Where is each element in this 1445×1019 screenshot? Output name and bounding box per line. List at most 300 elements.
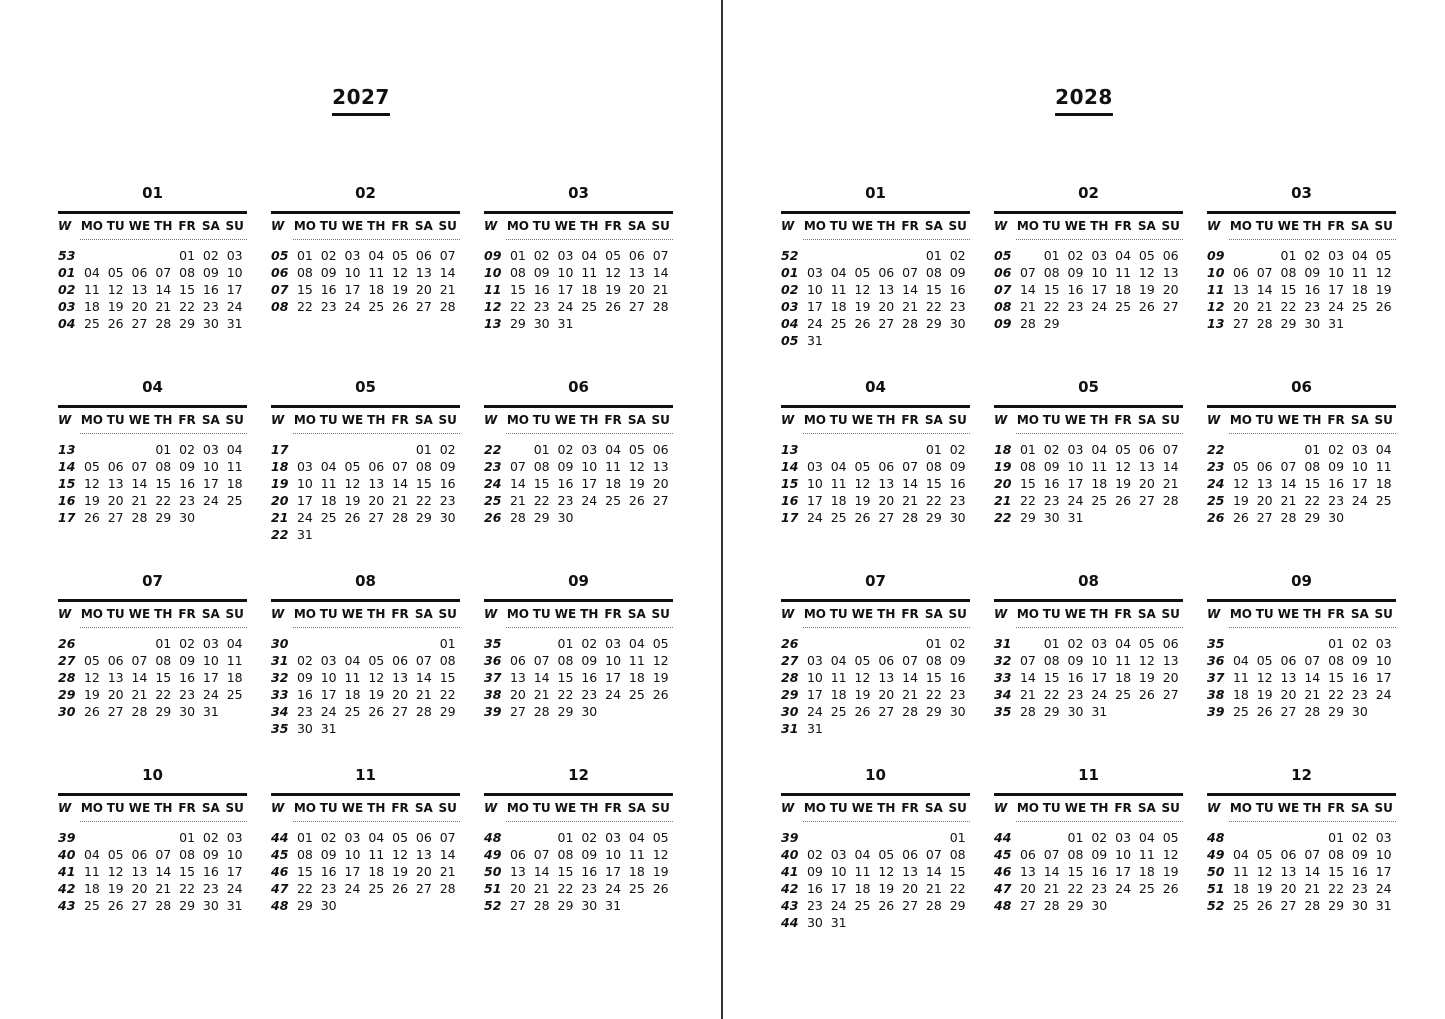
weekday-label: MO bbox=[80, 219, 103, 233]
day-cell: 03 bbox=[806, 265, 823, 280]
day-cell: 12 bbox=[1162, 847, 1179, 862]
day-cell: 24 bbox=[1091, 687, 1108, 702]
week-number: 39 bbox=[1207, 704, 1225, 719]
day-cell: 22 bbox=[925, 493, 942, 508]
day-cell: 05 bbox=[1138, 248, 1155, 263]
week-column-header: W bbox=[781, 607, 795, 621]
week-column-header: W bbox=[271, 219, 285, 233]
day-cell: 11 bbox=[628, 847, 645, 862]
day-cell: 25 bbox=[83, 316, 100, 331]
day-cell: 22 bbox=[415, 493, 432, 508]
day-cell: 28 bbox=[652, 299, 669, 314]
weekday-label: SU bbox=[1374, 219, 1393, 233]
month-block bbox=[781, 377, 970, 526]
day-cell: 24 bbox=[1375, 881, 1392, 896]
day-cell: 18 bbox=[226, 476, 243, 491]
day-cell: 19 bbox=[344, 493, 361, 508]
day-cell: 02 bbox=[1304, 248, 1321, 263]
day-cell: 03 bbox=[320, 653, 337, 668]
day-cell: 11 bbox=[1115, 653, 1132, 668]
day-cell bbox=[412, 720, 436, 737]
day-cell bbox=[151, 247, 175, 264]
week-number: 42 bbox=[58, 881, 76, 896]
day-cell bbox=[827, 829, 851, 846]
day-cell: 04 bbox=[83, 847, 100, 862]
day-cell: 16 bbox=[1067, 670, 1084, 685]
day-cell: 15 bbox=[1043, 282, 1060, 297]
weekday-label: TH bbox=[154, 801, 173, 815]
day-cell: 02 bbox=[179, 442, 196, 457]
day-cell: 14 bbox=[1019, 282, 1036, 297]
day-cell bbox=[1135, 315, 1159, 332]
weekday-label: TH bbox=[580, 801, 599, 815]
day-cell bbox=[1159, 897, 1183, 914]
weekday-label: SA bbox=[1137, 413, 1156, 427]
day-cell: 02 bbox=[1351, 636, 1368, 651]
week-row bbox=[781, 332, 970, 349]
weekday-header bbox=[484, 793, 673, 820]
day-cell: 10 bbox=[557, 265, 574, 280]
weekday-label: TH bbox=[1090, 607, 1109, 621]
weekday-label: TH bbox=[877, 801, 896, 815]
weekday-label: MO bbox=[506, 607, 529, 621]
day-cell bbox=[601, 509, 625, 526]
day-cell: 08 bbox=[557, 847, 574, 862]
weekday-label: SU bbox=[948, 413, 967, 427]
day-cell: 09 bbox=[1328, 459, 1345, 474]
day-cell: 12 bbox=[392, 847, 409, 862]
day-cell: 10 bbox=[1351, 459, 1368, 474]
day-cell: 31 bbox=[830, 915, 847, 930]
day-cell bbox=[625, 509, 649, 526]
day-cell: 03 bbox=[830, 847, 847, 862]
day-cell: 03 bbox=[1375, 636, 1392, 651]
day-cell bbox=[530, 829, 554, 846]
day-cell bbox=[851, 441, 875, 458]
day-cell: 13 bbox=[1280, 864, 1297, 879]
day-cell: 02 bbox=[557, 442, 574, 457]
day-cell: 24 bbox=[1351, 493, 1368, 508]
week-number: 10 bbox=[1207, 265, 1225, 280]
week-rows bbox=[271, 635, 460, 737]
day-cell: 17 bbox=[1091, 670, 1108, 685]
day-cell: 09 bbox=[179, 459, 196, 474]
day-cell: 03 bbox=[605, 636, 622, 651]
week-rows bbox=[781, 441, 970, 526]
day-cell: 30 bbox=[439, 510, 456, 525]
day-cell: 20 bbox=[878, 299, 895, 314]
month-number: 02 bbox=[1078, 184, 1099, 202]
day-cell bbox=[364, 720, 388, 737]
day-cell: 27 bbox=[902, 898, 919, 913]
day-cell: 07 bbox=[392, 459, 409, 474]
day-cell bbox=[1372, 509, 1396, 526]
day-cell: 19 bbox=[392, 864, 409, 879]
day-cell: 19 bbox=[1232, 493, 1249, 508]
week-rows bbox=[781, 635, 970, 737]
week-column-header: W bbox=[271, 801, 285, 815]
day-cell: 16 bbox=[1043, 476, 1060, 491]
day-cell bbox=[898, 829, 922, 846]
day-cell bbox=[922, 332, 946, 349]
day-cell: 08 bbox=[1043, 653, 1060, 668]
day-cell: 05 bbox=[652, 636, 669, 651]
week-row bbox=[271, 247, 460, 264]
day-cell: 13 bbox=[1162, 265, 1179, 280]
day-cell: 13 bbox=[1232, 282, 1249, 297]
day-cell: 26 bbox=[854, 316, 871, 331]
day-cell: 25 bbox=[581, 299, 598, 314]
weekday-header bbox=[58, 211, 247, 238]
day-cell: 18 bbox=[1138, 864, 1155, 879]
day-cell bbox=[1277, 441, 1301, 458]
week-row bbox=[781, 281, 970, 298]
day-cell bbox=[1372, 315, 1396, 332]
day-cell: 26 bbox=[1138, 299, 1155, 314]
weekday-label: SA bbox=[1137, 607, 1156, 621]
day-cell: 14 bbox=[533, 670, 550, 685]
day-cell: 20 bbox=[1162, 670, 1179, 685]
day-cell: 19 bbox=[392, 282, 409, 297]
day-cell: 16 bbox=[1304, 282, 1321, 297]
day-cell: 04 bbox=[854, 847, 871, 862]
weekday-label: SU bbox=[1161, 219, 1180, 233]
day-cell: 09 bbox=[439, 459, 456, 474]
day-cell: 08 bbox=[155, 459, 172, 474]
day-cell: 24 bbox=[605, 881, 622, 896]
day-cell: 10 bbox=[1091, 265, 1108, 280]
day-cell: 07 bbox=[415, 653, 432, 668]
day-cell: 18 bbox=[628, 864, 645, 879]
week-row bbox=[1207, 509, 1396, 526]
day-cell: 25 bbox=[830, 704, 847, 719]
day-cell: 08 bbox=[1043, 265, 1060, 280]
day-cell bbox=[1253, 635, 1277, 652]
day-cell: 01 bbox=[1328, 830, 1345, 845]
day-cell bbox=[104, 247, 128, 264]
weekday-label: MO bbox=[506, 801, 529, 815]
day-cell: 21 bbox=[1280, 493, 1297, 508]
day-cell: 26 bbox=[107, 316, 124, 331]
day-cell: 07 bbox=[1256, 265, 1273, 280]
week-number: 02 bbox=[58, 282, 76, 297]
day-cell bbox=[946, 914, 970, 931]
week-number: 17 bbox=[58, 510, 76, 525]
weekday-header bbox=[271, 211, 460, 238]
weekday-label: FR bbox=[604, 607, 622, 621]
month-block bbox=[781, 765, 970, 931]
week-column-header: W bbox=[58, 801, 72, 815]
day-cell: 02 bbox=[533, 248, 550, 263]
weekday-label: FR bbox=[1327, 801, 1345, 815]
day-cell: 09 bbox=[949, 265, 966, 280]
day-cell: 28 bbox=[415, 704, 432, 719]
day-cell: 16 bbox=[533, 282, 550, 297]
week-row bbox=[58, 863, 247, 880]
week-number: 30 bbox=[781, 704, 799, 719]
day-cell: 27 bbox=[131, 898, 148, 913]
day-cell: 01 bbox=[509, 248, 526, 263]
day-cell: 29 bbox=[1043, 316, 1060, 331]
week-number: 04 bbox=[58, 316, 76, 331]
day-cell: 24 bbox=[1067, 493, 1084, 508]
day-cell: 01 bbox=[949, 830, 966, 845]
day-cell: 02 bbox=[949, 248, 966, 263]
week-rows bbox=[58, 635, 247, 720]
day-cell: 05 bbox=[83, 653, 100, 668]
weekday-label: WE bbox=[1064, 413, 1087, 427]
day-cell: 19 bbox=[652, 670, 669, 685]
day-cell bbox=[388, 441, 412, 458]
week-row bbox=[781, 846, 970, 863]
day-cell: 22 bbox=[155, 687, 172, 702]
week-row bbox=[1207, 863, 1396, 880]
week-number: 50 bbox=[484, 864, 502, 879]
week-row bbox=[994, 652, 1183, 669]
day-cell bbox=[1111, 897, 1135, 914]
day-cell: 28 bbox=[1019, 704, 1036, 719]
day-cell: 15 bbox=[296, 864, 313, 879]
week-rows bbox=[1207, 441, 1396, 526]
day-cell bbox=[1277, 635, 1301, 652]
day-cell: 12 bbox=[107, 864, 124, 879]
week-row bbox=[1207, 652, 1396, 669]
day-cell: 21 bbox=[439, 282, 456, 297]
weekday-label: SA bbox=[627, 413, 646, 427]
day-cell: 20 bbox=[131, 299, 148, 314]
weekday-label: TU bbox=[106, 413, 125, 427]
day-cell: 09 bbox=[1043, 459, 1060, 474]
weekday-label: SU bbox=[1374, 801, 1393, 815]
week-number: 47 bbox=[271, 881, 289, 896]
day-cell: 24 bbox=[830, 898, 847, 913]
day-cell: 04 bbox=[1232, 653, 1249, 668]
day-cell bbox=[851, 247, 875, 264]
weekday-label: MO bbox=[803, 219, 826, 233]
week-number: 19 bbox=[271, 476, 289, 491]
day-cell bbox=[1348, 315, 1372, 332]
day-cell: 16 bbox=[439, 476, 456, 491]
day-cell bbox=[851, 720, 875, 737]
day-cell: 08 bbox=[1328, 847, 1345, 862]
week-row bbox=[781, 703, 970, 720]
day-cell bbox=[1064, 315, 1088, 332]
week-number: 22 bbox=[271, 527, 289, 542]
day-cell: 27 bbox=[878, 316, 895, 331]
weekday-label: FR bbox=[178, 413, 196, 427]
day-cell: 27 bbox=[1280, 898, 1297, 913]
day-cell bbox=[364, 441, 388, 458]
week-row bbox=[271, 441, 460, 458]
week-row bbox=[1207, 846, 1396, 863]
day-cell: 21 bbox=[925, 881, 942, 896]
day-cell: 30 bbox=[179, 704, 196, 719]
day-cell: 30 bbox=[806, 915, 823, 930]
week-number: 03 bbox=[58, 299, 76, 314]
day-cell: 20 bbox=[1162, 282, 1179, 297]
day-cell: 16 bbox=[320, 864, 337, 879]
week-row bbox=[1207, 264, 1396, 281]
day-cell: 10 bbox=[1091, 653, 1108, 668]
day-cell bbox=[293, 635, 317, 652]
week-number: 52 bbox=[781, 248, 799, 263]
weekday-label: SA bbox=[1350, 413, 1369, 427]
weekday-header bbox=[994, 211, 1183, 238]
day-cell: 16 bbox=[296, 687, 313, 702]
day-cell: 29 bbox=[155, 510, 172, 525]
weekday-label: SA bbox=[1350, 801, 1369, 815]
day-cell: 10 bbox=[605, 847, 622, 862]
weekday-label: MO bbox=[1016, 413, 1039, 427]
day-cell: 14 bbox=[1256, 282, 1273, 297]
weekday-header bbox=[781, 599, 970, 626]
week-number: 22 bbox=[994, 510, 1012, 525]
weekday-label: WE bbox=[554, 607, 577, 621]
day-cell: 17 bbox=[806, 687, 823, 702]
day-cell: 14 bbox=[1304, 864, 1321, 879]
day-cell: 24 bbox=[1115, 881, 1132, 896]
weekday-label: TH bbox=[1303, 607, 1322, 621]
day-cell bbox=[1253, 247, 1277, 264]
week-column-header: W bbox=[58, 219, 72, 233]
weekday-label: MO bbox=[80, 607, 103, 621]
day-cell bbox=[1159, 703, 1183, 720]
month-number: 08 bbox=[355, 572, 376, 590]
week-row bbox=[58, 492, 247, 509]
week-row bbox=[1207, 635, 1396, 652]
day-cell: 01 bbox=[439, 636, 456, 651]
day-cell: 14 bbox=[1043, 864, 1060, 879]
weekday-label: WE bbox=[1277, 219, 1300, 233]
day-cell: 27 bbox=[415, 299, 432, 314]
day-cell: 07 bbox=[902, 653, 919, 668]
week-row bbox=[484, 315, 673, 332]
day-cell: 29 bbox=[1280, 316, 1297, 331]
day-cell: 17 bbox=[1067, 476, 1084, 491]
weekday-label: FR bbox=[604, 801, 622, 815]
day-cell: 25 bbox=[368, 881, 385, 896]
week-column-header: W bbox=[994, 219, 1008, 233]
week-row bbox=[271, 863, 460, 880]
day-cell: 23 bbox=[296, 704, 313, 719]
week-column-header: W bbox=[994, 413, 1008, 427]
day-cell bbox=[1111, 703, 1135, 720]
week-column-header: W bbox=[781, 219, 795, 233]
week-row bbox=[271, 897, 460, 914]
day-cell: 12 bbox=[83, 670, 100, 685]
day-cell: 13 bbox=[878, 670, 895, 685]
day-cell: 20 bbox=[509, 687, 526, 702]
week-number: 45 bbox=[994, 847, 1012, 862]
day-cell: 18 bbox=[1351, 282, 1368, 297]
day-cell: 18 bbox=[83, 299, 100, 314]
week-number: 37 bbox=[1207, 670, 1225, 685]
day-cell: 05 bbox=[652, 830, 669, 845]
day-cell bbox=[1040, 829, 1064, 846]
day-cell: 08 bbox=[1304, 459, 1321, 474]
week-number: 17 bbox=[271, 442, 289, 457]
day-cell: 27 bbox=[107, 704, 124, 719]
day-cell: 10 bbox=[202, 653, 219, 668]
week-column-header: W bbox=[1207, 413, 1221, 427]
week-row bbox=[271, 458, 460, 475]
day-cell: 15 bbox=[509, 282, 526, 297]
day-cell: 10 bbox=[806, 476, 823, 491]
day-cell: 11 bbox=[83, 282, 100, 297]
day-cell: 03 bbox=[806, 653, 823, 668]
day-cell: 15 bbox=[439, 670, 456, 685]
week-number: 13 bbox=[484, 316, 502, 331]
weekday-header bbox=[1207, 793, 1396, 820]
day-cell: 16 bbox=[1351, 670, 1368, 685]
day-cell: 02 bbox=[439, 442, 456, 457]
week-row bbox=[484, 652, 673, 669]
weekday-label: FR bbox=[391, 801, 409, 815]
week-row bbox=[484, 247, 673, 264]
day-cell bbox=[625, 897, 649, 914]
week-row bbox=[994, 686, 1183, 703]
day-cell: 16 bbox=[320, 282, 337, 297]
day-cell: 23 bbox=[949, 687, 966, 702]
day-cell: 02 bbox=[202, 830, 219, 845]
week-number: 09 bbox=[994, 316, 1012, 331]
weekday-label: TU bbox=[532, 413, 551, 427]
day-cell: 07 bbox=[1019, 653, 1036, 668]
day-cell: 30 bbox=[1067, 704, 1084, 719]
weekday-header bbox=[271, 793, 460, 820]
day-cell: 18 bbox=[1091, 476, 1108, 491]
day-cell: 05 bbox=[392, 248, 409, 263]
weekday-header bbox=[994, 405, 1183, 432]
month-number: 12 bbox=[568, 766, 589, 784]
day-cell: 23 bbox=[179, 687, 196, 702]
weekday-label: MO bbox=[1016, 607, 1039, 621]
day-cell: 05 bbox=[605, 248, 622, 263]
day-cell: 20 bbox=[1280, 687, 1297, 702]
week-row bbox=[271, 492, 460, 509]
week-number: 18 bbox=[271, 459, 289, 474]
week-row bbox=[781, 669, 970, 686]
day-cell: 25 bbox=[1091, 493, 1108, 508]
day-cell: 14 bbox=[533, 864, 550, 879]
day-cell: 10 bbox=[806, 670, 823, 685]
day-cell bbox=[412, 526, 436, 543]
day-cell: 22 bbox=[949, 881, 966, 896]
weekday-label: TU bbox=[532, 607, 551, 621]
day-cell: 11 bbox=[628, 653, 645, 668]
day-cell: 12 bbox=[1256, 670, 1273, 685]
week-number: 34 bbox=[994, 687, 1012, 702]
day-cell bbox=[1016, 829, 1040, 846]
week-number: 43 bbox=[58, 898, 76, 913]
day-cell: 07 bbox=[131, 653, 148, 668]
day-cell: 10 bbox=[605, 653, 622, 668]
day-cell bbox=[625, 703, 649, 720]
day-cell bbox=[341, 720, 365, 737]
day-cell: 26 bbox=[1138, 687, 1155, 702]
day-cell: 07 bbox=[925, 847, 942, 862]
week-number: 53 bbox=[58, 248, 76, 263]
month-block bbox=[781, 571, 970, 737]
day-cell: 04 bbox=[830, 653, 847, 668]
day-cell: 15 bbox=[557, 864, 574, 879]
day-cell: 03 bbox=[344, 830, 361, 845]
day-cell: 12 bbox=[1138, 653, 1155, 668]
week-row bbox=[271, 298, 460, 315]
day-cell bbox=[577, 315, 601, 332]
day-cell: 06 bbox=[1019, 847, 1036, 862]
day-cell: 26 bbox=[1375, 299, 1392, 314]
